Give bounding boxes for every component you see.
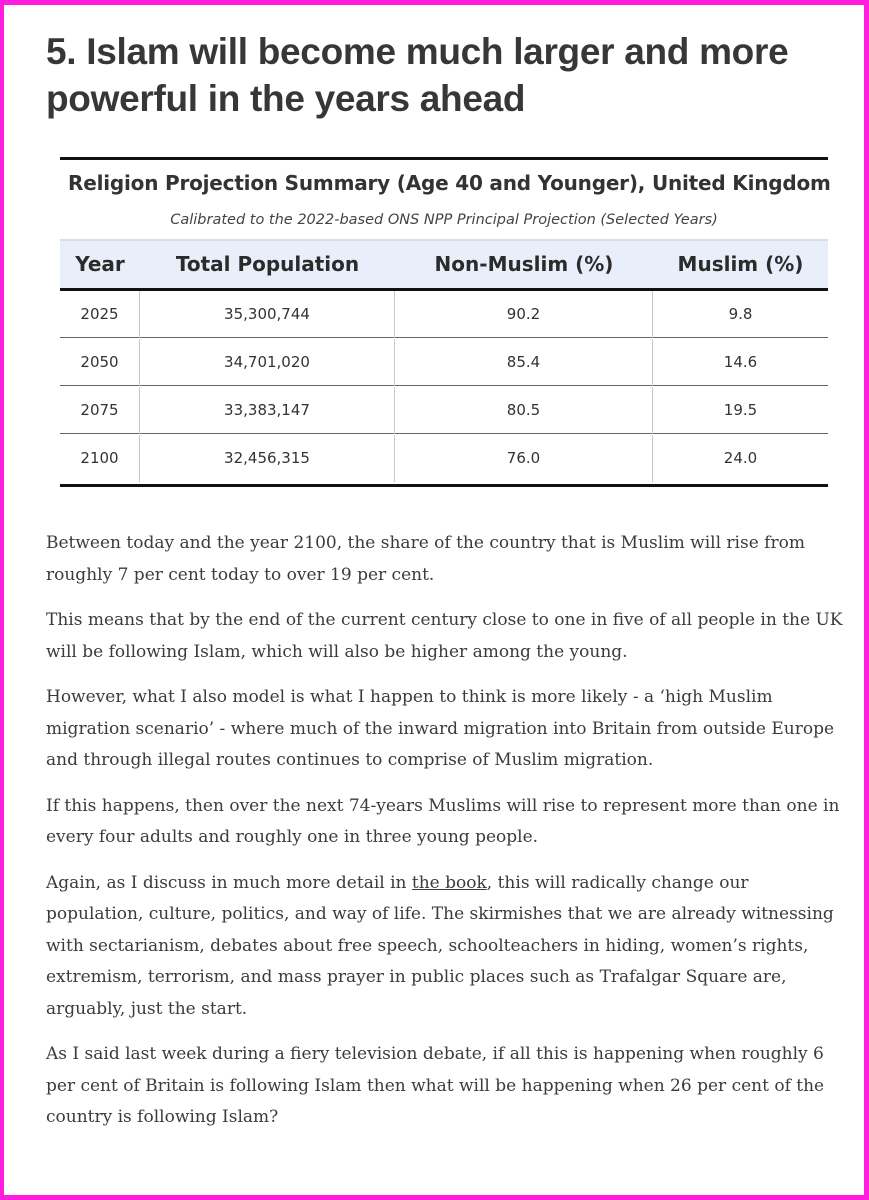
cell-non-muslim: 90.2 [395, 291, 653, 338]
paragraph: If this happens, then over the next 74-years Muslims will rise to represent more than one in every four adults and roughly one in three young people. [46, 795, 840, 847]
cell-non-muslim: 80.5 [395, 387, 653, 434]
paragraph-text: , this will radically change our population, culture, politics, and way of life. The skirmishes that we are already witnessing with sectarianism, debates about free speech, schoolteachers in hiding, women’s rights, extremism, terrorism, and mass prayer in public places such as Trafalgar Square are, arguably, just the start. [46, 872, 834, 1019]
column-header-total-population: Total Population [175, 252, 360, 276]
table-title: Religion Projection Summary (Age 40 and Younger), United Kingdom [68, 171, 831, 195]
section-heading: 5. Islam will become much larger and more powerful in the years ahead [46, 31, 789, 119]
paragraph: This means that by the end of the current century close to one in five of all people in the UK will be following Islam, which will also be higher among the young. [46, 610, 843, 662]
table-top-rule [60, 157, 828, 160]
cell-year: 2100 [60, 435, 140, 482]
table-subtitle: Calibrated to the 2022-based ONS NPP Principal Projection (Selected Years) [170, 212, 718, 228]
cell-non-muslim: 76.0 [395, 435, 653, 482]
table-row [60, 339, 828, 386]
cell-non-muslim: 85.4 [395, 339, 653, 386]
column-header-non-muslim: Non-Muslim (%) [434, 252, 614, 276]
cell-total-population: 33,383,147 [140, 387, 395, 434]
cell-muslim: 14.6 [723, 353, 758, 371]
paragraph [46, 868, 846, 1026]
column-header-year: Year [75, 252, 125, 276]
paragraph: However, what I also model is what I happen to think is more likely - a ‘high Muslim migration scenario’ - where much of the inward migration into Britain from outside Europe and through illegal routes continues to comprise of Muslim migration. [46, 687, 835, 770]
cell-total-population: 35,300,744 [140, 291, 395, 338]
paragraph-text: Again, as I discuss in much more detail in [46, 872, 412, 893]
table-header-row [60, 239, 828, 288]
column-header-muslim: Muslim (%) [677, 252, 804, 276]
cell-muslim: 24.0 [723, 449, 758, 467]
table-bottom-rule [60, 484, 828, 487]
cell-year: 2075 [60, 387, 140, 434]
projection-table [60, 157, 831, 487]
cell-total-population: 32,456,315 [140, 435, 395, 482]
cell-year: 2050 [60, 339, 140, 386]
table-row [60, 387, 828, 434]
book-link[interactable]: the book [411, 872, 487, 893]
paragraph: Between today and the year 2100, the share of the country that is Muslim will rise from roughly 7 per cent today to over 19 per cent. [46, 533, 805, 585]
cell-muslim: 19.5 [723, 401, 758, 419]
cell-year: 2025 [60, 291, 140, 338]
cell-muslim: 9.8 [728, 305, 753, 323]
table-row [60, 291, 828, 338]
cell-total-population: 34,701,020 [140, 339, 395, 386]
article-body [46, 528, 846, 1148]
table-row [60, 435, 828, 482]
paragraph: As I said last week during a fiery television debate, if all this is happening when roughly 6 per cent of Britain is following Islam then what will be happening when 26 per cent of the country is following Islam? [46, 1044, 825, 1127]
